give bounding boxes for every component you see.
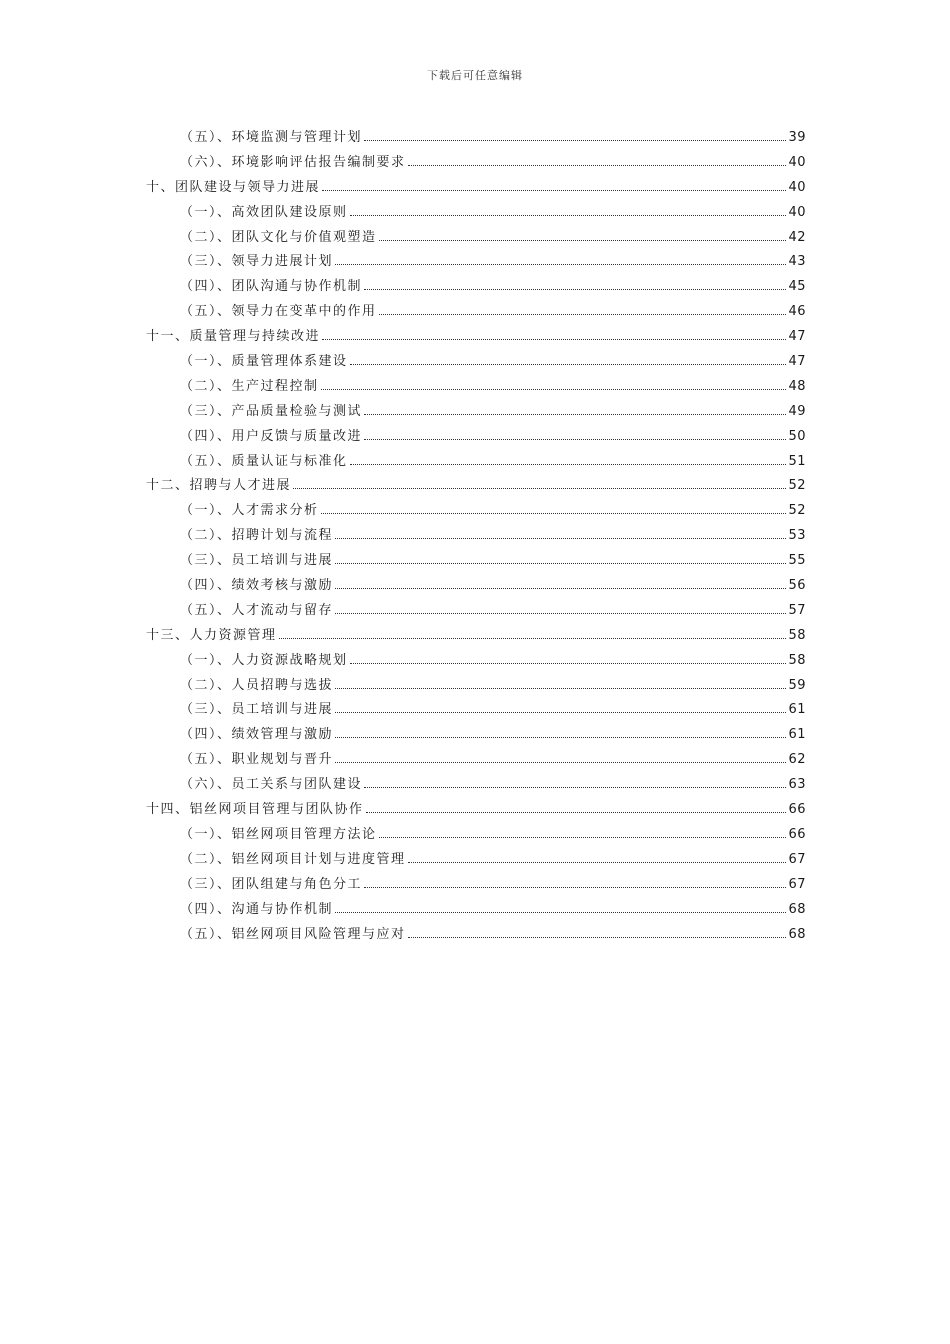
toc-entry-label: 十三、人力资源管理 bbox=[146, 627, 277, 643]
toc-entry-page-number: 67 bbox=[788, 876, 806, 892]
toc-entry-page-number: 52 bbox=[788, 503, 806, 519]
toc-entry-label: （五）、领导力在变革中的作用 bbox=[180, 304, 377, 320]
toc-entry-page-number: 67 bbox=[788, 851, 806, 867]
toc-dot-leader bbox=[379, 837, 787, 838]
toc-entry-page-number: 63 bbox=[788, 777, 806, 793]
toc-dot-leader bbox=[408, 937, 787, 938]
toc-entry-label: （四）、沟通与协作机制 bbox=[180, 901, 334, 917]
toc-entry-page-number: 56 bbox=[788, 578, 806, 594]
toc-dot-leader bbox=[335, 712, 786, 713]
toc-entry-label: （三）、员工培训与进展 bbox=[180, 553, 334, 569]
toc-chapter-entry[interactable] bbox=[146, 474, 806, 499]
toc-section-entry[interactable] bbox=[146, 873, 806, 898]
toc-entry-label: （一）、质量管理体系建设 bbox=[180, 354, 348, 370]
toc-entry-page-number: 61 bbox=[788, 727, 806, 743]
toc-entry-page-number: 55 bbox=[788, 553, 806, 569]
toc-entry-page-number: 68 bbox=[788, 901, 806, 917]
toc-entry-label: （四）、绩效考核与激励 bbox=[180, 578, 334, 594]
toc-entry-page-number: 51 bbox=[788, 453, 806, 469]
toc-entry-label: （二）、铝丝网项目计划与进度管理 bbox=[180, 851, 406, 867]
toc-entry-page-number: 59 bbox=[788, 677, 806, 693]
toc-dot-leader bbox=[379, 240, 787, 241]
toc-entry-label: （一）、人力资源战略规划 bbox=[180, 652, 348, 668]
toc-entry-page-number: 40 bbox=[788, 154, 806, 170]
toc-dot-leader bbox=[408, 862, 787, 863]
toc-section-entry[interactable] bbox=[146, 275, 806, 300]
toc-dot-leader bbox=[350, 464, 787, 465]
toc-entry-label: 十二、招聘与人才进展 bbox=[146, 478, 292, 494]
toc-entry-page-number: 62 bbox=[788, 752, 806, 768]
toc-entry-page-number: 61 bbox=[788, 702, 806, 718]
toc-section-entry[interactable] bbox=[146, 698, 806, 723]
toc-section-entry[interactable] bbox=[146, 226, 806, 251]
toc-dot-leader bbox=[364, 787, 786, 788]
toc-entry-label: （三）、领导力进展计划 bbox=[180, 254, 334, 270]
toc-dot-leader bbox=[322, 190, 786, 191]
toc-section-entry[interactable] bbox=[146, 400, 806, 425]
toc-entry-label: （二）、生产过程控制 bbox=[180, 378, 319, 394]
toc-dot-leader bbox=[350, 364, 787, 365]
toc-entry-label: （一）、高效团队建设原则 bbox=[180, 204, 348, 220]
toc-entry-page-number: 47 bbox=[788, 354, 806, 370]
toc-section-entry[interactable] bbox=[146, 898, 806, 923]
toc-entry-label: （二）、人员招聘与选拔 bbox=[180, 677, 334, 693]
toc-entry-label: （四）、绩效管理与激励 bbox=[180, 727, 334, 743]
toc-chapter-entry[interactable] bbox=[146, 176, 806, 201]
toc-dot-leader bbox=[335, 613, 786, 614]
toc-entry-label: 十四、铝丝网项目管理与团队协作 bbox=[146, 802, 364, 818]
toc-entry-label: 十一、质量管理与持续改进 bbox=[146, 329, 321, 345]
toc-entry-page-number: 49 bbox=[788, 403, 806, 419]
toc-entry-label: （四）、团队沟通与协作机制 bbox=[180, 279, 363, 295]
toc-dot-leader bbox=[335, 588, 786, 589]
toc-entry-page-number: 42 bbox=[788, 229, 806, 245]
toc-entry-label: （五）、环境监测与管理计划 bbox=[180, 130, 363, 145]
toc-entry-page-number: 53 bbox=[788, 528, 806, 544]
toc-dot-leader bbox=[335, 912, 786, 913]
toc-dot-leader bbox=[350, 215, 787, 216]
toc-entry-page-number: 50 bbox=[788, 428, 806, 444]
toc-section-entry[interactable] bbox=[146, 923, 806, 948]
toc-entry-label: （三）、员工培训与进展 bbox=[180, 702, 334, 718]
toc-section-entry[interactable] bbox=[146, 549, 806, 574]
toc-section-entry[interactable] bbox=[146, 773, 806, 798]
toc-dot-leader bbox=[366, 812, 787, 813]
toc-dot-leader bbox=[321, 389, 787, 390]
toc-entry-page-number: 68 bbox=[788, 926, 806, 942]
toc-entry-page-number: 45 bbox=[788, 279, 806, 295]
toc-section-entry[interactable] bbox=[146, 524, 806, 549]
toc-section-entry[interactable] bbox=[146, 300, 806, 325]
toc-chapter-entry[interactable] bbox=[146, 798, 806, 823]
toc-section-entry[interactable] bbox=[146, 723, 806, 748]
toc-section-entry[interactable] bbox=[146, 599, 806, 624]
toc-entry-page-number: 40 bbox=[788, 204, 806, 220]
toc-dot-leader bbox=[293, 488, 786, 489]
page-header: 下载后可任意编辑 bbox=[427, 69, 523, 82]
toc-entry-page-number: 58 bbox=[788, 652, 806, 668]
toc-entry-label: 十、团队建设与领导力进展 bbox=[146, 179, 321, 195]
toc-dot-leader bbox=[335, 737, 786, 738]
toc-dot-leader bbox=[335, 762, 786, 763]
toc-entry-label: （三）、团队组建与角色分工 bbox=[180, 876, 363, 892]
toc-section-entry[interactable] bbox=[146, 425, 806, 450]
toc-dot-leader bbox=[379, 314, 787, 315]
toc-entry-label: （五）、铝丝网项目风险管理与应对 bbox=[180, 926, 406, 942]
toc-dot-leader bbox=[364, 887, 786, 888]
toc-section-entry[interactable] bbox=[146, 201, 806, 226]
toc-section-entry[interactable] bbox=[146, 649, 806, 674]
toc-section-entry[interactable] bbox=[146, 748, 806, 773]
toc-section-entry[interactable] bbox=[146, 151, 806, 176]
toc-entry-page-number: 43 bbox=[788, 254, 806, 270]
toc-dot-leader bbox=[364, 439, 786, 440]
toc-entry-label: （五）、人才流动与留存 bbox=[180, 602, 334, 618]
toc-entry-page-number: 40 bbox=[788, 179, 806, 195]
toc-entry-label: （六）、环境影响评估报告编制要求 bbox=[180, 154, 406, 170]
toc-entry-label: （五）、质量认证与标准化 bbox=[180, 453, 348, 469]
toc-entry-page-number: 66 bbox=[788, 826, 806, 842]
toc-chapter-entry[interactable] bbox=[146, 325, 806, 350]
toc-entry-page-number: 52 bbox=[788, 478, 806, 494]
toc-section-entry[interactable] bbox=[146, 450, 806, 475]
toc-entry-page-number: 66 bbox=[788, 802, 806, 818]
toc-dot-leader bbox=[335, 688, 786, 689]
toc-entry-label: （六）、员工关系与团队建设 bbox=[180, 777, 363, 793]
toc-entry-label: （二）、招聘计划与流程 bbox=[180, 528, 334, 544]
toc-section-entry[interactable] bbox=[146, 823, 806, 848]
toc-dot-leader bbox=[364, 414, 786, 415]
toc-entry-page-number: 47 bbox=[788, 329, 806, 345]
toc-section-entry[interactable] bbox=[146, 848, 806, 873]
toc-entry-page-number: 48 bbox=[788, 378, 806, 394]
toc-entry-label: （五）、职业规划与晋升 bbox=[180, 752, 334, 768]
toc-section-entry[interactable] bbox=[146, 499, 806, 524]
toc-dot-leader bbox=[335, 538, 786, 539]
table-of-contents bbox=[146, 126, 806, 947]
toc-entry-label: （一）、铝丝网项目管理方法论 bbox=[180, 826, 377, 842]
toc-dot-leader bbox=[335, 563, 786, 564]
toc-section-entry[interactable] bbox=[146, 674, 806, 699]
toc-dot-leader bbox=[279, 638, 787, 639]
toc-chapter-entry[interactable] bbox=[146, 624, 806, 649]
toc-dot-leader bbox=[408, 165, 787, 166]
toc-dot-leader bbox=[321, 513, 787, 514]
toc-entry-page-number: 39 bbox=[788, 130, 806, 145]
toc-section-entry[interactable] bbox=[146, 350, 806, 375]
toc-entry-label: （一）、人才需求分析 bbox=[180, 503, 319, 519]
toc-section-entry[interactable] bbox=[146, 126, 806, 151]
toc-dot-leader bbox=[335, 264, 786, 265]
toc-dot-leader bbox=[322, 339, 786, 340]
toc-section-entry[interactable] bbox=[146, 250, 806, 275]
toc-entry-page-number: 46 bbox=[788, 304, 806, 320]
toc-entry-label: （二）、团队文化与价值观塑造 bbox=[180, 229, 377, 245]
toc-entry-label: （四）、用户反馈与质量改进 bbox=[180, 428, 363, 444]
toc-dot-leader bbox=[364, 289, 786, 290]
toc-entry-page-number: 58 bbox=[788, 627, 806, 643]
toc-entry-label: （三）、产品质量检验与测试 bbox=[180, 403, 363, 419]
toc-dot-leader bbox=[350, 663, 787, 664]
toc-dot-leader bbox=[364, 140, 786, 141]
toc-section-entry[interactable] bbox=[146, 375, 806, 400]
toc-section-entry[interactable] bbox=[146, 574, 806, 599]
toc-entry-page-number: 57 bbox=[788, 602, 806, 618]
